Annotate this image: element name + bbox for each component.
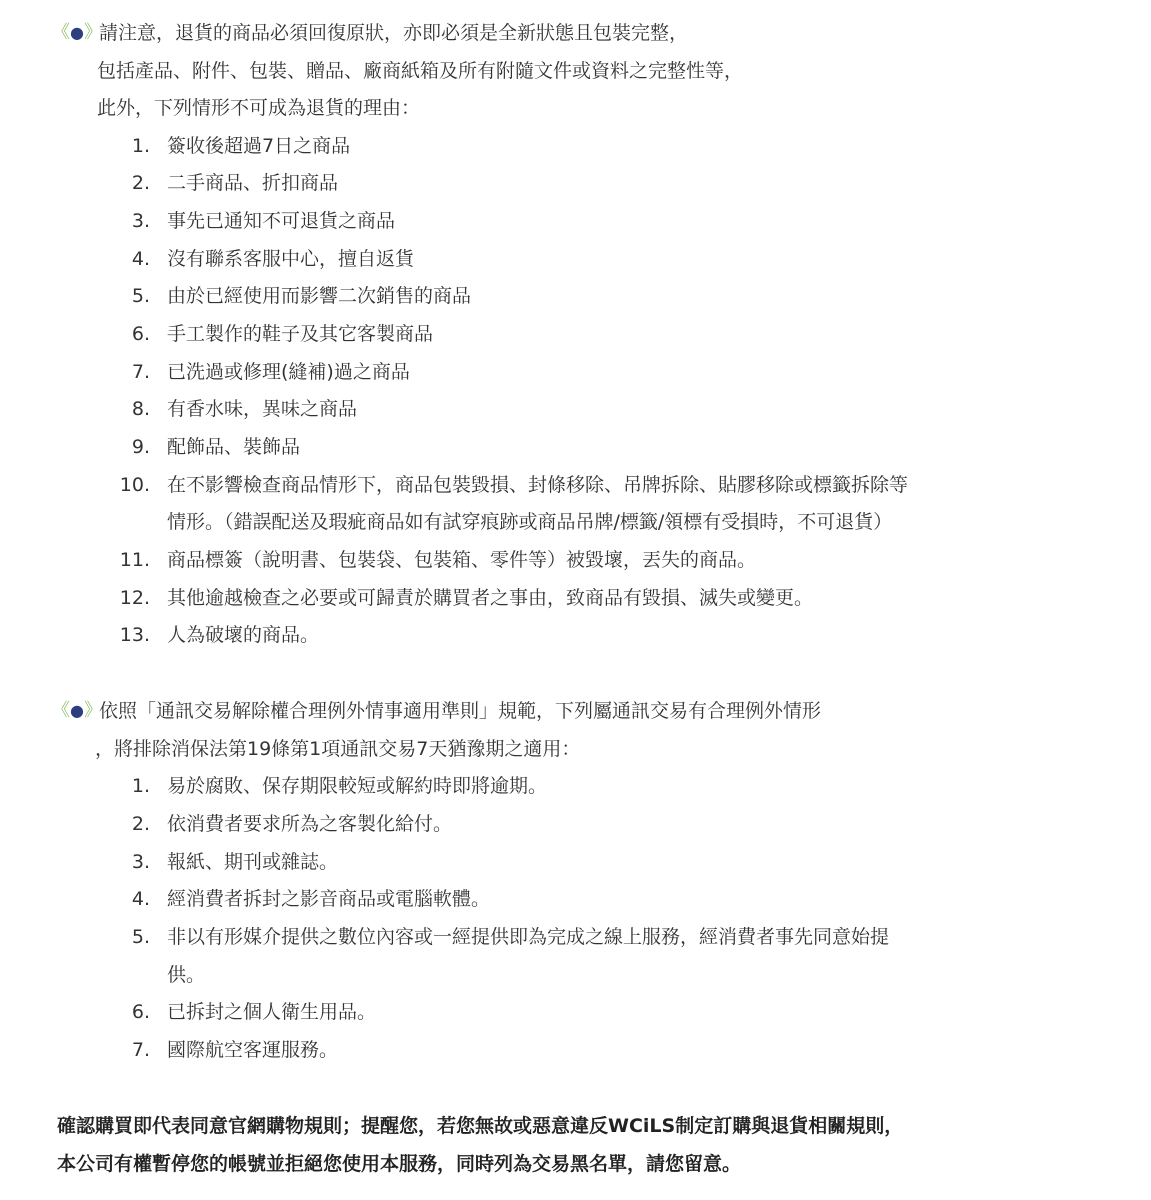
list-item-number: 5. — [131, 285, 150, 307]
list-item-number: 5. — [131, 926, 150, 948]
list-item-text: 報紙、期刊或雜誌。 — [167, 851, 339, 873]
list-item-text-continued: 情形。（錯誤配送及瑕疵商品如有試穿痕跡或商品吊牌/標籤/領標有受損時，不可退貨） — [167, 511, 893, 533]
list-item-text: 有香水味，異味之商品 — [167, 398, 358, 420]
list-item-number: 7. — [131, 1039, 150, 1061]
list-item-text: 易於腐敗、保存期限較短或解約時即將逾期。 — [167, 775, 548, 797]
section-bullet-icon: 《●》 — [52, 700, 102, 721]
list-item-number: 10. — [119, 474, 150, 496]
list-item-number: 2. — [131, 172, 150, 194]
section-intro-line: 依照「通訊交易解除權合理例外情事適用準則」規範，下列屬通訊交易有合理例外情形 — [99, 700, 822, 722]
list-item-text: 其他逾越檢查之必要或可歸責於購買者之事由，致商品有毀損、滅失或變更。 — [167, 587, 814, 609]
list-item-text: 非以有形媒介提供之數位內容或一經提供即為完成之線上服務，經消費者事先同意始提 — [167, 926, 890, 948]
list-item-text: 依消費者要求所為之客製化給付。 — [167, 813, 453, 835]
notice-line: 確認購買即代表同意官網購物規則；提醒您，若您無故或惡意違反WCiLS制定訂購與退貨相關規則， — [57, 1115, 904, 1137]
list-item-number: 9. — [131, 436, 150, 458]
list-item-number: 4. — [131, 888, 150, 910]
list-item-text: 事先已通知不可退貨之商品 — [167, 210, 396, 232]
list-item-text: 國際航空客運服務。 — [167, 1039, 339, 1061]
list-item-number: 3. — [131, 851, 150, 873]
list-item-number: 3. — [131, 210, 150, 232]
list-item-number: 8. — [131, 398, 150, 420]
list-item-text: 在不影響檢查商品情形下，商品包裝毀損、封條移除、吊牌拆除、貼膠移除或標籤拆除等 — [167, 474, 909, 496]
list-item-text: 經消費者拆封之影音商品或電腦軟體。 — [167, 888, 491, 910]
list-item-number: 13. — [119, 624, 150, 646]
list-item-number: 4. — [131, 248, 150, 270]
section-intro-line: ，將排除消保法第19條第1項通訊交易7天猶豫期之適用： — [95, 738, 581, 760]
list-item-number: 6. — [131, 1001, 150, 1023]
list-item-text-continued: 供。 — [167, 964, 206, 986]
section-bullet-icon: 《●》 — [52, 22, 102, 43]
section-intro-line: 請注意，退貨的商品必須回復原狀，亦即必須是全新狀態且包裝完整， — [99, 22, 689, 44]
list-item-text: 商品標簽（說明書、包裝袋、包裝箱、零件等）被毀壞，丟失的商品。 — [167, 549, 757, 571]
list-item-number: 12. — [119, 587, 150, 609]
list-item-number: 11. — [119, 549, 150, 571]
list-item-number: 2. — [131, 813, 150, 835]
list-item-number: 7. — [131, 361, 150, 383]
list-item-number: 1. — [131, 135, 150, 157]
list-item-text: 已洗過或修理(縫補)過之商品 — [167, 361, 410, 383]
section-intro-line: 包括產品、附件、包裝、贈品、廠商紙箱及所有附隨文件或資料之完整性等， — [97, 60, 744, 82]
list-item-text: 已拆封之個人衛生用品。 — [167, 1001, 377, 1023]
list-item-number: 6. — [131, 323, 150, 345]
list-item-text: 手工製作的鞋子及其它客製商品 — [167, 323, 434, 345]
list-item-text: 二手商品、折扣商品 — [167, 172, 339, 194]
section-intro-line: 此外，下列情形不可成為退貨的理由： — [97, 97, 421, 119]
list-item-text: 配飾品、裝飾品 — [167, 436, 301, 458]
list-item-text: 人為破壞的商品。 — [167, 624, 320, 646]
list-item-text: 由於已經使用而影響二次銷售的商品 — [167, 285, 472, 307]
notice-line: 本公司有權暫停您的帳號並拒絕您使用本服務，同時列為交易黑名單，請您留意。 — [57, 1153, 742, 1175]
list-item-number: 1. — [131, 775, 150, 797]
list-item-text: 簽收後超過7日之商品 — [167, 135, 351, 157]
list-item-text: 沒有聯系客服中心，擅自返貨 — [167, 248, 415, 270]
